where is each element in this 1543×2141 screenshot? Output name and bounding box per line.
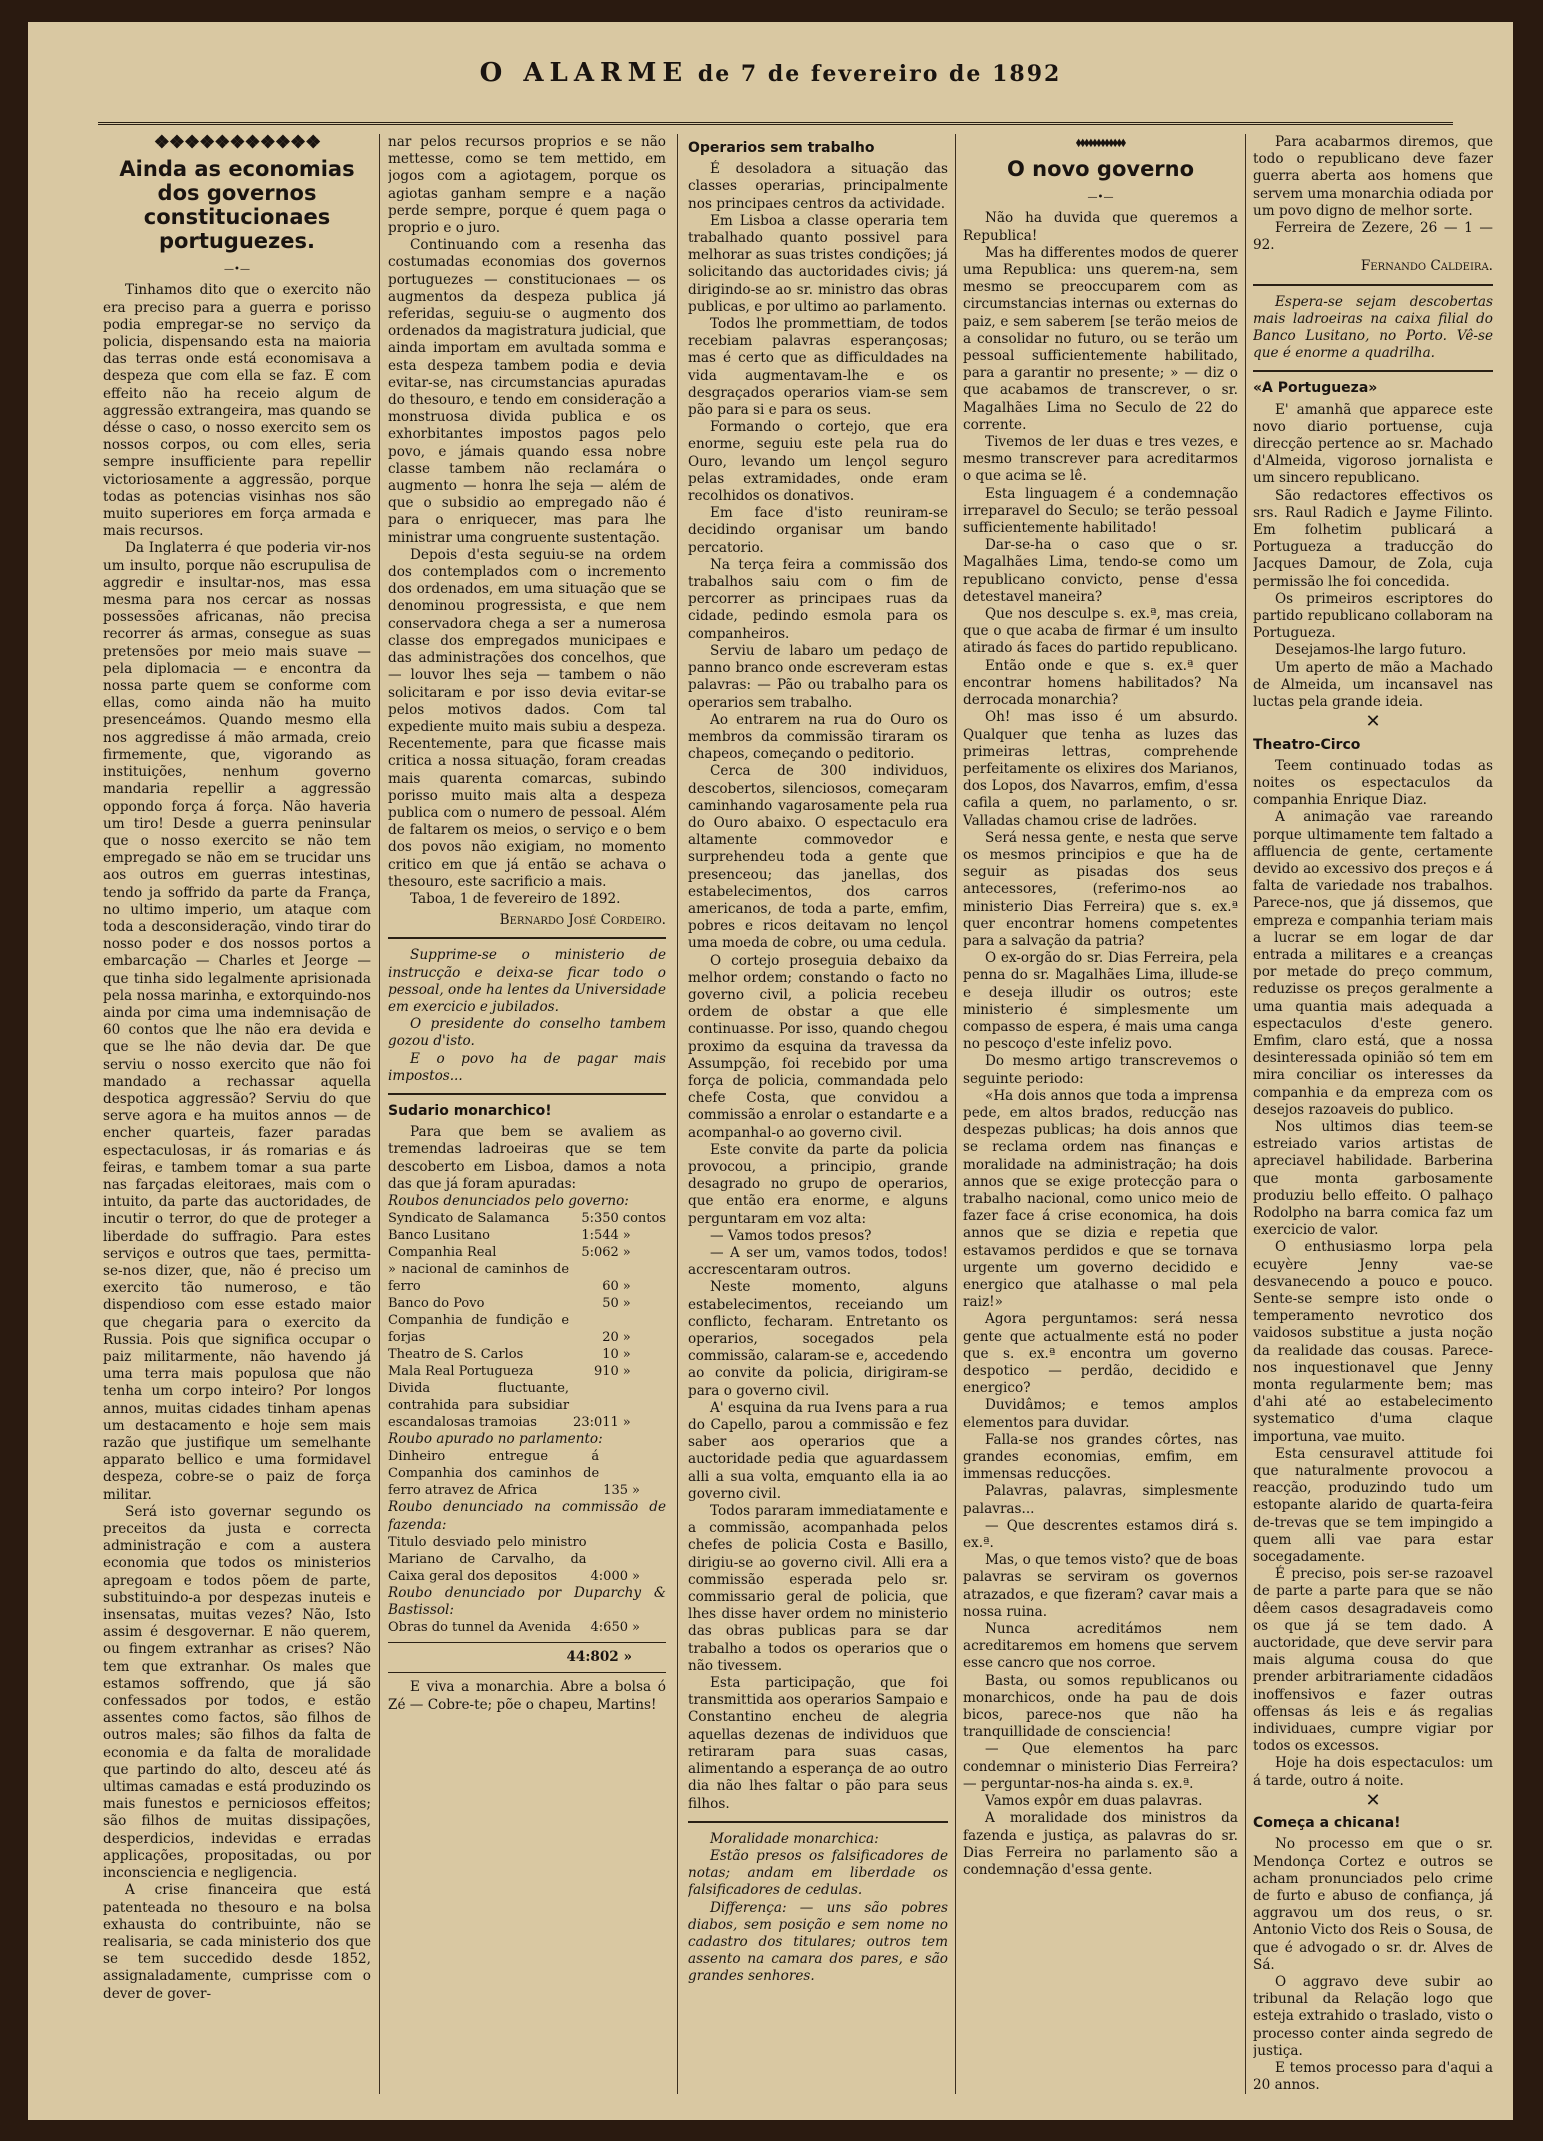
ornament-border: ⬪⬪⬪⬪⬪⬪⬪⬪⬪⬪⬪⬪ <box>1076 134 1125 153</box>
column-2 <box>388 134 666 2104</box>
section-heading: Sudario monarchico! <box>388 1102 552 1119</box>
paragraph: Para acabarmos diremos, que todo o republicano deve fazer guerra aberta aos homens que servem uma monarchia odiada por um povo digno de melhor sorte. <box>1253 134 1493 219</box>
paragraph: Será nessa gente, e nesta que serve os mesmos principios e que ha de seguir as pisadas dos seus antecessores, (referimo-nos ao ministerio Dias Ferreira) que s. ex.ª quer encontrar homens competentes para a salvação da patria? <box>963 829 1238 949</box>
paragraph: Duvidâmos; e temos amplos elementos para duvidar. <box>963 1397 1238 1431</box>
divider <box>1253 370 1493 372</box>
ornament-border: ❖❖❖❖❖❖❖❖❖❖❖ <box>153 134 321 153</box>
dateline: Taboa, 1 de fevereiro de 1892. <box>410 890 621 907</box>
table-subheading: Roubo denunciado por Duparchy & Bastissol: <box>388 1584 666 1618</box>
table-row: Divida fluctuante, contrahida para subsidiar escandalosas tramoias 23:011 » <box>388 1381 631 1431</box>
table-row: Companhia Real 5:062 » <box>388 1245 631 1261</box>
column-divider <box>677 134 678 2094</box>
table-subheading: Roubo denunciado na commissão de fazenda: <box>388 1499 666 1533</box>
paragraph: Cerca de 300 individuos, descobertos, silenciosos, começaram caminhando vagarosamente pela rua do Ouro abaixo. O espectaculo era altamente commovedor e surprehendeu toda a gente que presenceou; das janellas, dos estabelecimentos, dos carros americanos, de toda a parte, emfim, pobres e ricos deitavam no lençol uma moeda de cobre, ou uma cedula. <box>688 763 948 952</box>
paragraph: Um aperto de mão a Machado de Almeida, um incansavel nas luctas pela grande ideia. <box>1253 659 1493 711</box>
dateline: Ferreira de Zezere, 26 — 1 — 92. <box>1253 220 1493 254</box>
paragraph: Mas, o que temos visto? que de boas palavras se serviram os governos atrazados, e que fizeram? cavar mais a nossa ruina. <box>963 1552 1238 1620</box>
table-row: Banco Lusitano 1:544 » <box>388 1228 631 1244</box>
paragraph: Neste momento, alguns estabelecimentos, receiando um conflicto, fecharam. Entretanto os operarios, socegados pela commissão, calaram-se e, accedendo ao convite da policia, dirigiram-se para o governo civil. <box>688 1279 948 1399</box>
paragraph: O ex-orgão do sr. Dias Ferreira, pela penna do sr. Magalhães Lima, illude-se e deseja illudir os outros; este ministerio é simplesmente um compasso de espera, é mais uma canga no pescoço d'este infeliz povo. <box>963 950 1238 1053</box>
robbery-table <box>388 1534 666 1585</box>
paragraph: Agora perguntamos: será nessa gente que actualmente está no poder que s. ex.ª encontra um governo despotico — perdão, decidido e energico? <box>963 1311 1238 1397</box>
robbery-table <box>388 1448 666 1499</box>
paragraph: Nunca acreditámos nem acreditaremos em homens que servem esse cancro que nos corroe. <box>963 1621 1238 1672</box>
paragraph: A moralidade dos ministros da fazenda e justiça, as palavras do sr. Dias Ferreira no parlamento são a condemnação d'essa gente. <box>963 1810 1238 1878</box>
masthead-rule <box>98 122 1453 125</box>
paragraph: O enthusiasmo lorpa pela ecuyère Jenny vae-se desvanecendo a pouco e pouco. Sente-se sempre isto onde o temperamento nevrotico dos vaidosos substitue a justa noção da realidade das cousas. Parece-nos inquestionavel que Jenny monta regularmente bem; mas d'ahi até ao estabelecimento systematico d'uma claque importuna, vae muito. <box>1253 1239 1493 1445</box>
paragraph: Os primeiros escriptores do partido republicano collaboram na Portugueza. <box>1253 590 1493 642</box>
robbery-table <box>388 1619 666 1636</box>
paragraph: É desoladora a situação das classes operarias, principalmente nos principaes centros da actividade. <box>688 161 948 212</box>
table-subheading: Roubos denunciados pelo governo: <box>388 1192 629 1209</box>
column-divider <box>955 134 956 2094</box>
paragraph: Esta participação, que foi transmittida aos operarios Sampaio e Constantino encheu de alegria aquellas dezenas de individuos que retiraram para suas casas, alimentando a esperança de ao outro dia não lhes faltar o pão para seus filhos. <box>688 1675 948 1812</box>
signature: Fernando Caldeira. <box>1360 258 1493 275</box>
paragraph: Palavras, palavras, simplesmente palavras... <box>963 1483 1238 1517</box>
paragraph: Não ha duvida que queremos a Republica! <box>963 210 1238 244</box>
paragraph: Tinhamos dito que o exercito não era preciso para a guerra e porisso podia empregar-se no serviço da policia, dispensando esta na maioria das terras onde está economisava a despeza que com ella se faz. E com effeito não ha receio algum de aggressão extrangeira, mas quando se désse o caso, o nosso exercito sem os nossos corpos, ou com elles, seria sempre insufficiente para repellir victoriosamente a aggressão, porque todas as potencias visinhas nos são muito superiores em força armada e mais recursos. <box>103 282 371 540</box>
column-3 <box>688 134 948 2104</box>
column-4 <box>963 134 1238 2104</box>
paragraph: A crise financeira que está patenteada no thesouro e na bolsa exhausta do contribuinte, não se realisaria, se cada ministerio dos que se tem succedido desde 1852, assignaladamente, cumprisse com o dever de gover- <box>103 1882 371 2002</box>
divider <box>1253 284 1493 286</box>
paragraph: Esta censuravel attitude foi que naturalmente provocou a reacção, produzindo tudo um estopante alarido de quarta-feira de-trevas que se tem impingido a quem alli vae para estar socegadamente. <box>1253 1445 1493 1566</box>
paragraph: Depois d'esta seguiu-se na ordem dos contemplados com o incremento dos ordenados, em uma situação que se denominou progressista, e que nem conservadora chega a ser a numerosa classe dos empregados municipaes e das administrações dos concelhos, que — louvor lhes seja — tambem o não solicitaram e por isso devia evitar-se pelos motivos dados. Com tal expediente muito mais subiu a despeza. Recentemente, para que ficasse mais critica a nossa situação, foram creadas mais quarenta comarcas, subindo porisso muito mais alta a despeza publica com o numero de pessoal. Além de faltarem os meios, o serviço e o bem dos povos não exigiam, no momento critico em que já então se achava o thesouro, este sacrificio a mais. <box>388 546 666 890</box>
table-row: Dinheiro entregue á Companhia dos caminhos de ferro atravez de Africa 135 » <box>388 1449 640 1499</box>
divider <box>388 937 666 939</box>
paragraph: Todos lhe prommettiam, de todos recebiam palavras esperançosas; mas é certo que as difficuldades na vida augmentavam-lhe e os desgraçados operarios viam-se sem pão para si e para os seus. <box>688 316 948 419</box>
section-heading: Começa a chicana! <box>1253 1815 1401 1832</box>
paragraph: Formando o cortejo, que era enorme, seguiu este pela rua do Ouro, levando um lençol seguro pelas extramidades, onde eram recolhidos os donativos. <box>688 419 948 505</box>
masthead-date: de 7 de fevereiro de 1892 <box>697 61 1062 87</box>
table-total: 44:802 » <box>566 1649 632 1666</box>
table-row: Titulo desviado pelo ministro Mariano de Carvalho, da Caixa geral dos depositos 4:000 » <box>388 1534 640 1584</box>
paragraph: — Que elementos ha parc condemnar o ministerio Dias Ferreira? — perguntar-nos-ha ainda s. ex.ª. <box>963 1741 1238 1792</box>
paragraph: E' amanhã que apparece este novo diario portuense, cuja direcção pertence ao sr. Machado d'Almeida, vigoroso jornalista e um sincero republicano. <box>1253 401 1493 487</box>
paragraph: Será isto governar segundo os preceitos da justa e correcta administração e com a austera economia que todos os ministerios apregoam e todos põem de parte, substituindo-a por despezas inuteis e insensatas, muitas vezes? Não, Isto assim é desgovernar. E não querem, ou fingem extranhar as crises? Não tem que extranhar. Os males que estamos soffrendo, que já são confessados por todos, e estão assentes como factos, são filhos de outros males; são filhos da falta de economia e da falta de moralidade que partindo do alto, desceu até ás ultimas camadas e está produzindo os mais funestos e perniciosos effeitos; são filhos de muitas dissipações, desperdicios, indevidas e erradas applicações, propositadas, ou por inconsciencia e negligencia. <box>103 1503 371 1882</box>
article-heading: Ainda as economias dos governos constitucionaes portuguezes. <box>119 157 355 254</box>
paragraph: Este convite da parte da policia provocou, a principio, grande desagrado no grupo de operarios, que então era enorme, e alguns perguntaram em voz alta: <box>688 1141 948 1227</box>
paragraph: O cortejo proseguia debaixo da melhor ordem; constando o facto no governo civil, a policia recebeu ordem de obstar a que elle continuasse. Por isso, quando chegou proximo da esquina da travessa da Assumpção, foi recebido por uma força de policia, commandada pelo chefe Costa, que convidou a commissão a enrolar o estandarte e a acompanhal-o ao governo civil. <box>688 952 948 1141</box>
note: Differença: — uns são pobres diabos, sem posição e sem nome no cadastro dos titulares; outros tem assento na camara dos pares, e são grandes senhores. <box>688 1899 948 1985</box>
column-1 <box>103 134 371 2104</box>
paragraph: O aggravo deve subir ao tribunal da Relação logo que esteja extrahido o traslado, visto o processo conter ainda segredo de justiça. <box>1253 1973 1493 2059</box>
cross-ornament-icon: ✕ <box>1365 1789 1381 1811</box>
paragraph: Desejamos-lhe largo futuro. <box>1275 642 1467 659</box>
robbery-table <box>388 1210 666 1431</box>
table-row: Theatro de S. Carlos 10 » <box>388 1347 631 1363</box>
paragraph: Oh! mas isso é um absurdo. Qualquer que tenha as luzes das primeiras lettras, comprehende perfeitamente os elixires dos Marianos, dos Lopos, dos Navarros, emfim, d'essa cafila a quem, no parlamento, o sr. Valladas chamou crise de ladrões. <box>963 709 1238 829</box>
paragraph: Vamos expôr em duas palavras. <box>985 1793 1203 1810</box>
newspaper-page <box>28 22 1513 2120</box>
paragraph: — Vamos todos presos? <box>710 1227 872 1244</box>
separator-icon: —•— <box>1087 192 1114 204</box>
paragraph: nar pelos recursos proprios e se não mettesse, como se tem mettido, em jogos com a agiotagem, porque os agiotas ganham sempre e a nação perde sempre, porque é quem paga o proprio e o juro. <box>388 134 666 237</box>
paragraph: São redactores effectivos os srs. Raul Radich e Jayme Filinto. Em folhetim publicará a Portugueza a traducção do Jacques Damour, de Zola, cuja permissão lhe foi concedida. <box>1253 487 1493 590</box>
note: Espera-se sejam descobertas mais ladroeiras na caixa filial do Banco Lusitano, no Porto. Vê-se que é enorme a quadrilha. <box>1253 293 1493 362</box>
masthead <box>28 58 1513 88</box>
column-divider <box>379 134 380 2094</box>
paragraph: E temos processo para d'aqui a 20 annos. <box>1253 2059 1493 2094</box>
table-row: Syndicato de Salamanca 5:350 contos <box>388 1211 666 1227</box>
paragraph: — Que descrentes estamos dirá s. ex.ª. <box>963 1517 1238 1552</box>
note-heading: Moralidade monarchica: <box>710 1830 879 1847</box>
paragraph: Que nos desculpe s. ex.ª, mas creia, que o que acaba de firmar é um insulto atirado ás faces do partido republicano. <box>963 606 1238 657</box>
separator-icon: —•— <box>224 264 250 276</box>
paragraph: Esta linguagem é a condemnação irreparavel do Seculo; se terão pessoal sufficientemente habilitado! <box>963 485 1238 537</box>
table-row: Banco do Povo 50 » <box>388 1296 631 1312</box>
table-row: Companhia de fundição e forjas 20 » <box>388 1313 631 1346</box>
table-row: Mala Real Portugueza 910 » <box>388 1364 631 1380</box>
cross-ornament-icon: ✕ <box>1365 711 1381 733</box>
table-subheading: Roubo apurado no parlamento: <box>388 1431 603 1448</box>
table-row: Obras do tunnel da Avenida 4:650 » <box>388 1620 640 1636</box>
column-5 <box>1253 134 1493 2104</box>
article-heading: O novo governo <box>1006 157 1195 182</box>
paragraph: A' esquina da rua Ivens para a rua do Capello, parou a commissão e fez saber aos operarios que a auctoridade pedia que aguardassem alli a sua volta, emquanto ella ia ao governo civil. <box>688 1399 948 1502</box>
masthead-title: O ALARME <box>479 58 689 88</box>
paragraph: No processo em que o sr. Mendonça Cortez e outros se acham pronunciados pelo crime de furto e abuso de confiança, já aggravou um dos reus, o sr. Antonio Victo dos Reis o Sousa, de que é advogado o sr. dr. Alves de Sá. <box>1253 1836 1493 1973</box>
paragraph: Para que bem se avaliem as tremendas ladroeiras que se tem descoberto em Lisboa, damos a nota das que já foram apuradas: <box>388 1124 666 1192</box>
paragraph: A animação vae rareando porque ultimamente tem faltado a affluencia de gente, certamente devido ao excessivo dos preços e á falta de variedade nos trabalhos. Parece-nos, que já dissemos, que empreza e companhia teriam mais a lucrar se em logar de dar entrada a militares e a creanças por metade do preço commum, reduzisse os preços geralmente a uma quantia mais adequada a espectaculos d'este genero. Emfim, claro está, que a nossa desinteressada opinião só tem em mira conciliar os interesses da companhia e da empreza com os desejos razoaveis do publico. <box>1253 809 1493 1118</box>
signature: Bernardo José Cordeiro. <box>499 912 666 929</box>
paragraph: Ao entrarem na rua do Ouro os membros da commissão tiraram os chapeos, começando o peditorio. <box>688 711 948 763</box>
divider <box>688 1821 948 1823</box>
table-row: » nacional de caminhos de ferro 60 » <box>388 1262 631 1295</box>
paragraph: Então onde e que s. ex.ª quer encontrar homens habilitados? Na derrocada monarchia? <box>963 657 1238 709</box>
note: E o povo ha de pagar mais impostos... <box>388 1050 666 1084</box>
paragraph: «Ha dois annos que toda a imprensa pede, em altos brados, reducção nas despezas publicas; ha dois annos que se reclama ordem nas finanças e moralidade na administração; ha dois annos que se exige protecção para o trabalho nacional, como unico meio de fazer face á crise economica, ha dois annos que se dizia e repetia que estavamos perdidos e que se tornava urgente um governo decidido e energico que atalhasse o mal pela raiz!» <box>963 1087 1238 1311</box>
paragraph: Da Inglaterra é que poderia vir-nos um insulto, porque não escrupulisa de aggredir e insultar-nos, mas essa mesma para nos cercar as nossas possessões africanas, não precisa recorrer ás armas, consegue as suas pretensões por meio mais suave —pela diplomacia — e encontra da nossa parte quem se conforme com ellas, como ainda não ha muito presenceámos. Quando mesmo ella nos aggredisse á mão armada, creio firmemente, que, vigorando as instituições, nenhum governo mandaria repellir a aggressão oppondo força á força. Não haveria um tiro! Desde a guerra peninsular que o nosso exercito se não tem empregado se não em se trucidar uns aos outros em guerras intestinas, tendo ja soffrido da parte da França, no ultimo imperio, um ataque com toda a desconsideração, vindo tirar do nosso poder e dos nossos portos a embarcação — Charles et Jeorge — que tinha sido legalmente aprisionada pela nossa marinha, e extorquindo-nos ainda por cima uma indemnisação de 60 contos que lhe não era devida e que se lhe não devia dar. De que serviu o nosso exercito que não foi mandado a rechassar aquella despotica aggressão? Serviu do que serve agora e ha muitos annos — de encher quarteis, fazer paradas espectaculosas, ir ás romarias e ás feiras, e tambem tomar a sua parte nas farçadas eleitoraes, mais com o intuito, da parte das auctoridades, de incutir o terror, do que de proteger a liberdade do suffragio. Para estes serviços e outros que taes, permitta-se-nos dizer, que, não é preciso um exercito tão numeroso, e tão dispendioso com esse estado maior que chegaria para o exercito da Russia. Pois que significa occupar o paiz militarmente, não havendo já uma terra mais populosa que não tenha um corpo inteiro? Por longos annos, muitas cidades tinham apenas um destacamento e hoje sem mais razão que justifique um semelhante apparato bellico e uma formidavel despeza, cobre-se o paiz de força militar. <box>103 540 371 1503</box>
note: Supprime-se o ministerio de instrucção e deixa-se ficar todo o pessoal, onde ha lentes da Universidade em exercicio e jubilados. <box>388 947 666 1015</box>
divider <box>388 1093 666 1095</box>
paragraph: É preciso, pois ser-se razoavel de parte a parte para que se não dêem casos desagradaveis como os que já se tem dado. A auctoridade, que deve servir para mais alguma cousa do que prender arbitrariamente cidadãos inoffensivos e fazer outras offensas ás leis e ás regalias individuaes, cumpre vigiar por todos os excessos. <box>1253 1566 1493 1755</box>
column-divider <box>1245 134 1246 2094</box>
paragraph: Nos ultimos dias teem-se estreiado varios artistas de apreciavel habilidade. Barberina que monta garbosamente produziu bello effeito. O palhaço Rodolpho na barra comica faz um exercicio de valor. <box>1253 1118 1493 1239</box>
note: O presidente do conselho tambem gozou d'isto. <box>388 1016 666 1050</box>
divider <box>388 1672 666 1673</box>
paragraph: Hoje ha dois espectaculos: um á tarde, outro á noite. <box>1253 1755 1493 1789</box>
section-heading: Theatro-Circo <box>1253 736 1361 753</box>
paragraph: Continuando com a resenha das costumadas economias dos governos portuguezes — constitucionaes — os augmentos da despeza publica já referidas, seguiu-se o augmento dos ordenados da magistratura judicial, que ainda importam em avultada somma e esta despeza tambem podia e devia evitar-se, nas circumstancias apuradas do thesouro, e tendo em consideração a monstruosa divida publica e os exhorbitantes impostos pagos pelo povo, e jámais quando essa nobre classe tambem não reclamára o augmento — honra lhe seja — além de que o subsidio ao empregado não é para o enriquecer, mas para lhe ministrar uma congruente sustentação. <box>388 237 666 546</box>
paragraph: Falla-se nos grandes côrtes, nas grandes economias, emfim, em immensas reducções. <box>963 1431 1238 1483</box>
paragraph: Do mesmo artigo transcrevemos o seguinte periodo: <box>963 1053 1238 1087</box>
paragraph: Dar-se-ha o caso que o sr. Magalhães Lima, tendo-se como um republicano convicto, pense d'essa detestavel maneira? <box>963 537 1238 605</box>
section-heading: «A Portugueza» <box>1253 380 1378 397</box>
paragraph: E viva a monarchia. Abre a bolsa ó Zé — Cobre-te; põe o chapeu, Martins! <box>388 1679 666 1713</box>
section-heading: Operarios sem trabalho <box>688 140 875 156</box>
paragraph: Serviu de labaro um pedaço de panno branco onde escreveram estas palavras: — Pão ou trabalho para os operarios sem trabalho. <box>688 642 948 711</box>
paragraph: Em face d'isto reuniram-se decidindo organisar um bando percatorio. <box>688 505 948 556</box>
paragraph: Em Lisboa a classe operaria tem trabalhado quanto possivel para melhorar as suas tristes condições; já solicitando das auctoridades civis; já dirigindo-se ao sr. ministro das obras publicas, e por ultimo ao parlamento. <box>688 212 948 315</box>
paragraph: Na terça feira a commissão dos trabalhos saiu com o fim de percorrer as principaes ruas da cidade, pedindo esmola para os companheiros. <box>688 556 948 642</box>
paragraph: Basta, ou somos republicanos ou monarchicos, onde ha pau de dois bicos, parece-nos que não ha tranquillidade de consciencia! <box>963 1672 1238 1741</box>
paragraph: Mas ha differentes modos de querer uma Republica: uns querem-na, sem mesmo se preoccuparem com as circumstancias internas ou externas do paiz, e sem saberem [se terão meios de a consolidar no futuro, ou se terão um pessoal sufficientemente habilitado, para a garantir no presente; » — diz o que acabamos de transcrever, o sr. Magalhães Lima no Seculo de 22 do corrente. <box>963 244 1238 433</box>
paragraph: Todos pararam immediatamente e a commissão, acompanhada pelos chefes de policia Costa e Basillo, dirigiu-se ao governo civil. Alli era a commissão esperada pelo sr. commissario geral de policia, que lhes disse haver ordem no ministerio das obras publicas para se dar trabalho a todos os operarios que o não tivessem. <box>688 1503 948 1674</box>
paragraph: Tivemos de ler duas e tres vezes, e mesmo transcrever para acreditarmos o que acima se lê. <box>963 434 1238 485</box>
paragraph: — A ser um, vamos todos, todos! accrescentaram outros. <box>688 1245 948 1279</box>
note: Estão presos os falsificadores de notas; andam em liberdade os falsificadores de cedulas. <box>688 1847 948 1899</box>
divider <box>388 1642 666 1643</box>
paragraph: Teem continuado todas as noites os espectaculos da companhia Enrique Diaz. <box>1253 757 1493 809</box>
